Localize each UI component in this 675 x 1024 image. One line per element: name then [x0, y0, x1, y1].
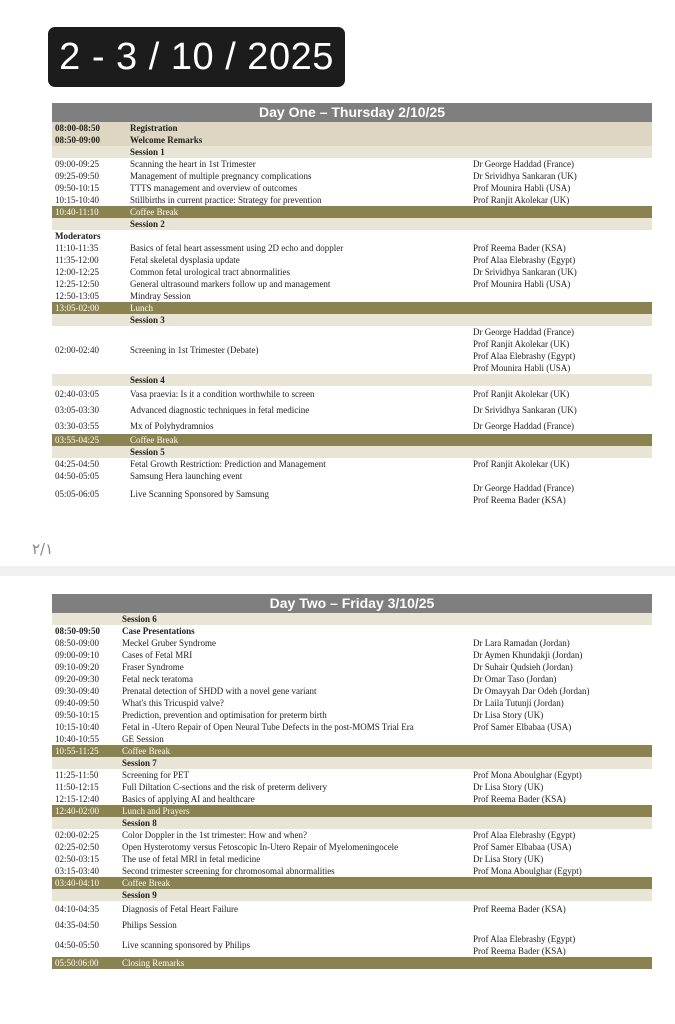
schedule-row — [52, 853, 652, 865]
event-title: Session 6 — [122, 614, 157, 624]
speakers — [473, 709, 543, 721]
event-title: Samsung Hera launching event — [130, 471, 243, 481]
schedule-row — [52, 482, 652, 506]
event-title: Color Doppler in the 1st trimester: How and when? — [122, 830, 307, 840]
schedule-row — [52, 817, 652, 829]
speaker-name: Prof Alaa Elebrashy (Egypt) — [473, 351, 576, 361]
schedule-row — [52, 302, 652, 314]
event-title: Second trimester screening for chromosomal abnormalities — [122, 866, 335, 876]
schedule-row — [52, 901, 652, 917]
time-slot: 05:05-06:05 — [55, 489, 99, 499]
schedule-row — [52, 829, 652, 841]
event-title: Prenatal detection of SHDD with a novel gene variant — [122, 686, 317, 696]
schedule-row — [52, 290, 652, 302]
time-slot: 09:40-09:50 — [55, 698, 99, 708]
event-title: Prediction, prevention and optimisation for preterm birth — [122, 710, 327, 720]
event-title: Open Hysterotomy versus Fetoscopic In-Utero Repair of Myelomeningocele — [122, 842, 399, 852]
speaker-name: Prof Mounira Habli (USA) — [473, 183, 571, 193]
time-slot: 11:50-12:15 — [55, 782, 99, 792]
speaker-name: Dr Omar Taso (Jordan) — [473, 674, 557, 684]
event-title: TTTS management and overview of outcomes — [130, 183, 298, 193]
day-one-rows — [52, 122, 652, 506]
speakers — [473, 458, 569, 470]
schedule-row — [52, 769, 652, 781]
day-one-title: Day One – Thursday 2/10/25 — [52, 103, 652, 122]
speaker-name: Dr Srividhya Sankaran (UK) — [473, 405, 577, 415]
event-title: Lunch and Prayers — [122, 806, 190, 816]
event-title: Session 7 — [122, 758, 157, 768]
time-slot: 04:10-04:35 — [55, 904, 99, 914]
page-separator — [0, 566, 675, 576]
speakers — [473, 266, 577, 278]
schedule-row — [52, 242, 652, 254]
speakers — [473, 781, 543, 793]
time-slot: 02:25-02:50 — [55, 842, 99, 852]
speakers — [473, 685, 589, 697]
time-slot: 11:10-11:35 — [55, 243, 99, 253]
speakers — [473, 170, 577, 182]
schedule-row — [52, 781, 652, 793]
time-slot: 10:15-10:40 — [55, 195, 99, 205]
event-title: Diagnosis of Fetal Heart Failure — [122, 904, 238, 914]
event-title: GE Session — [122, 734, 164, 744]
time-slot: 04:35-04:50 — [55, 920, 99, 930]
event-title: Closing Remarks — [122, 958, 185, 968]
time-slot: 02:50-03:15 — [55, 854, 99, 864]
time-slot: 10:40-11:10 — [55, 207, 99, 217]
speaker-name: Prof Mounira Habli (USA) — [473, 279, 571, 289]
speakers — [473, 769, 582, 781]
speaker-name: Prof Alaa Elebrashy (Egypt) — [473, 830, 576, 840]
speaker-name: Prof Alaa Elebrashy (Egypt) — [473, 934, 576, 944]
event-title: Fetal neck teratoma — [122, 674, 193, 684]
schedule-page-1 — [0, 88, 675, 566]
schedule-row — [52, 446, 652, 458]
speaker-name: Prof Samer Elbabaa (USA) — [473, 842, 572, 852]
speaker-name: Prof Alaa Elebrashy (Egypt) — [473, 255, 576, 265]
time-slot: 09:50-10:15 — [55, 183, 99, 193]
speakers — [473, 697, 564, 709]
speaker-name: Prof Reema Bader (KSA) — [473, 794, 566, 804]
event-title: Coffee Break — [122, 878, 171, 888]
time-slot: 03:05-03:30 — [55, 405, 99, 415]
event-title: Meckel Gruber Syndrome — [122, 638, 216, 648]
speaker-name: Prof Samer Elbabaa (USA) — [473, 722, 572, 732]
schedule-row — [52, 613, 652, 625]
time-slot: 03:40-04:10 — [55, 878, 99, 888]
schedule-row — [52, 134, 652, 146]
schedule-row — [52, 386, 652, 402]
schedule-page-2 — [0, 576, 675, 1024]
event-title: Session 8 — [122, 818, 157, 828]
speakers — [473, 933, 575, 957]
speakers — [473, 158, 574, 170]
speakers — [473, 326, 575, 374]
day-one-schedule — [52, 103, 652, 506]
date-range-badge: 2 - 3 / 10 / 2025 — [48, 27, 345, 87]
schedule-row — [52, 266, 652, 278]
day-two-schedule — [52, 594, 652, 969]
day-two-title: Day Two – Friday 3/10/25 — [52, 594, 652, 613]
schedule-row — [52, 434, 652, 446]
schedule-row — [52, 697, 652, 709]
schedule-row — [52, 841, 652, 853]
time-slot: 05:50:06:00 — [55, 958, 99, 968]
event-title: Coffee Break — [130, 435, 179, 445]
event-title: Common fetal urological tract abnormalities — [130, 267, 290, 277]
time-slot: 09:00-09:25 — [55, 159, 99, 169]
speaker-name: Dr Aymen Khundakji (Jordan) — [473, 650, 583, 660]
speaker-name: Dr George Haddad (France) — [473, 421, 575, 431]
speakers — [473, 829, 575, 841]
speaker-name: Prof Reema Bader (KSA) — [473, 243, 566, 253]
event-title: Lunch — [130, 303, 153, 313]
time-slot: 02:00-02:40 — [55, 345, 99, 355]
schedule-row — [52, 374, 652, 386]
schedule-row — [52, 170, 652, 182]
speaker-name: Prof Reema Bader (KSA) — [473, 904, 566, 914]
schedule-row — [52, 146, 652, 158]
speaker-name: Prof Mounira Habli (USA) — [473, 363, 571, 373]
time-slot: 03:15-03:40 — [55, 866, 99, 876]
time-slot: 09:10-09:20 — [55, 662, 99, 672]
time-slot: 03:55-04:25 — [55, 435, 99, 445]
speakers — [473, 903, 566, 915]
schedule-row — [52, 218, 652, 230]
event-title: Mx of Polyhydramnios — [130, 421, 214, 431]
speakers — [473, 637, 570, 649]
time-slot: 03:30-03:55 — [55, 421, 99, 431]
event-title: Fetal in -Utero Repair of Open Neural Tube Defects in the post-MOMS Trial Era — [122, 722, 414, 732]
speakers — [473, 278, 570, 290]
speaker-name: Prof Mona Aboulghar (Egypt) — [473, 770, 582, 780]
speaker-name: Prof Ranjit Akolekar (UK) — [473, 195, 570, 205]
schedule-row — [52, 278, 652, 290]
speaker-name: Prof Ranjit Akolekar (UK) — [473, 459, 570, 469]
time-slot: 12:50-13:05 — [55, 291, 99, 301]
schedule-row — [52, 254, 652, 266]
event-title: Case Presentations — [122, 626, 195, 636]
event-title: Session 3 — [130, 315, 165, 325]
event-title: Cases of Fetal MRI — [122, 650, 193, 660]
time-slot: 10:55-11:25 — [55, 746, 99, 756]
speakers — [473, 865, 582, 877]
time-slot: 12:25-12:50 — [55, 279, 99, 289]
event-title: Session 5 — [130, 447, 165, 457]
time-slot: 02:40-03:05 — [55, 389, 99, 399]
speakers — [473, 420, 574, 432]
event-title: Mindray Session — [130, 291, 191, 301]
time-slot: 08:50-09:00 — [55, 638, 99, 648]
speakers — [473, 482, 574, 506]
speaker-name: Prof Ranjit Akolekar (UK) — [473, 389, 570, 399]
speaker-name: Dr George Haddad (France) — [473, 327, 575, 337]
event-title: Management of multiple pregnancy complications — [130, 171, 312, 181]
speaker-name: Dr Lisa Story (UK) — [473, 854, 544, 864]
event-title: Coffee Break — [130, 207, 179, 217]
schedule-row — [52, 757, 652, 769]
speakers — [473, 661, 573, 673]
schedule-row — [52, 230, 652, 242]
event-title: Philips Session — [122, 920, 177, 930]
event-title: Registration — [130, 123, 178, 133]
event-title: Screening in 1st Trimester (Debate) — [130, 345, 259, 355]
time-slot: 04:25-04:50 — [55, 459, 99, 469]
event-title: Basics of fetal heart assessment using 2D echo and doppler — [130, 243, 344, 253]
speakers — [473, 793, 566, 805]
speaker-name: Prof Ranjit Akolekar (UK) — [473, 339, 570, 349]
event-title: Fetal skeletal dysplasia update — [130, 255, 240, 265]
schedule-row — [52, 805, 652, 817]
schedule-row — [52, 182, 652, 194]
speakers — [473, 649, 582, 661]
time-slot: 02:00-02:25 — [55, 830, 99, 840]
schedule-row — [52, 158, 652, 170]
schedule-row — [52, 458, 652, 470]
speakers — [473, 673, 556, 685]
schedule-row — [52, 418, 652, 434]
schedule-row — [52, 933, 652, 957]
speaker-name: Dr Srividhya Sankaran (UK) — [473, 267, 577, 277]
speaker-name: Dr Laila Tutunji (Jordan) — [473, 698, 564, 708]
speaker-name: Dr Srividhya Sankaran (UK) — [473, 171, 577, 181]
schedule-row — [52, 625, 652, 637]
page-number: ٢/١ — [32, 540, 54, 558]
schedule-row — [52, 889, 652, 901]
event-title: Stillbirths in current practice: Strategy for prevention — [130, 195, 322, 205]
time-slot: 12:00-12:25 — [55, 267, 99, 277]
time-slot: 12:40-02:00 — [55, 806, 99, 816]
time-slot: 08:50-09:00 — [55, 135, 100, 145]
time-slot: 08:00-08:50 — [55, 123, 100, 133]
speaker-name: Dr Lisa Story (UK) — [473, 710, 544, 720]
event-title: What's this Tricuspid valve? — [122, 698, 224, 708]
schedule-row — [52, 957, 652, 969]
speakers — [473, 254, 575, 266]
event-title: Session 2 — [130, 219, 165, 229]
event-title: Basics of applying AI and healthcare — [122, 794, 255, 804]
schedule-row — [52, 877, 652, 889]
schedule-row — [52, 326, 652, 374]
schedule-row — [52, 470, 652, 482]
speaker-name: Dr George Haddad (France) — [473, 159, 575, 169]
time-slot: 09:50-10:15 — [55, 710, 99, 720]
event-title: Screening for PET — [122, 770, 189, 780]
event-title: Fetal Growth Restriction: Prediction and Management — [130, 459, 326, 469]
speakers — [473, 841, 571, 853]
time-slot: 10:40-10:55 — [55, 734, 99, 744]
schedule-row — [52, 721, 652, 733]
time-slot: 09:30-09:40 — [55, 686, 99, 696]
schedule-row — [52, 649, 652, 661]
time-slot: 09:00-09:10 — [55, 650, 99, 660]
time-slot: 11:25-11:50 — [55, 770, 99, 780]
schedule-row — [52, 194, 652, 206]
event-title: Live scanning sponsored by Philips — [122, 940, 250, 950]
event-title: Welcome Remarks — [130, 135, 203, 145]
speaker-name: Prof Reema Bader (KSA) — [473, 946, 566, 956]
time-slot: 08:50-09:50 — [55, 626, 100, 636]
time-slot: 13:05-02:00 — [55, 303, 99, 313]
event-title: Session 1 — [130, 147, 165, 157]
speaker-name: Prof Reema Bader (KSA) — [473, 495, 566, 505]
event-title: Fraser Syndrome — [122, 662, 184, 672]
speakers — [473, 721, 571, 733]
speakers — [473, 388, 569, 400]
schedule-row — [52, 793, 652, 805]
speaker-name: Prof Mona Aboulghar (Egypt) — [473, 866, 582, 876]
schedule-row — [52, 206, 652, 218]
event-title: General ultrasound markers follow up and management — [130, 279, 331, 289]
event-title: Scanning the heart in 1st Trimester — [130, 159, 256, 169]
speakers — [473, 853, 543, 865]
event-title: Live Scanning Sponsored by Samsung — [130, 489, 269, 499]
schedule-row — [52, 745, 652, 757]
speakers — [473, 182, 570, 194]
schedule-row — [52, 661, 652, 673]
event-title: Advanced diagnostic techniques in fetal medicine — [130, 405, 310, 415]
time-slot: 09:20-09:30 — [55, 674, 99, 684]
event-title: The use of fetal MRI in fetal medicine — [122, 854, 261, 864]
event-title: Vasa praevia: Is it a condition worthwhile to screen — [130, 389, 315, 399]
time-slot: 11:35-12:00 — [55, 255, 99, 265]
schedule-row — [52, 709, 652, 721]
speakers — [473, 242, 566, 254]
time-slot: 04:50-05:05 — [55, 471, 99, 481]
speakers — [473, 194, 569, 206]
speaker-name: Dr Lisa Story (UK) — [473, 782, 544, 792]
schedule-row — [52, 865, 652, 877]
schedule-row — [52, 685, 652, 697]
speaker-name: Dr Omayyah Dar Odeh (Jordan) — [473, 686, 590, 696]
event-title: Full Diltation C-sections and the risk of preterm delivery — [122, 782, 327, 792]
schedule-row — [52, 402, 652, 418]
speakers — [473, 404, 577, 416]
schedule-row — [52, 917, 652, 933]
event-title: Session 9 — [122, 890, 157, 900]
schedule-row — [52, 637, 652, 649]
day-two-rows — [52, 613, 652, 969]
time-slot: 09:25-09:50 — [55, 171, 99, 181]
speaker-name: Dr Suhair Qudsieh (Jordan) — [473, 662, 573, 672]
schedule-row — [52, 122, 652, 134]
speaker-name: Dr George Haddad (France) — [473, 483, 575, 493]
time-slot: 10:15-10:40 — [55, 722, 99, 732]
time-slot: Moderators — [55, 231, 101, 241]
event-title: Session 4 — [130, 375, 165, 385]
schedule-row — [52, 733, 652, 745]
time-slot: 04:50-05:50 — [55, 940, 99, 950]
schedule-row — [52, 314, 652, 326]
schedule-row — [52, 673, 652, 685]
time-slot: 12:15-12:40 — [55, 794, 99, 804]
speaker-name: Dr Lara Ramadan (Jordan) — [473, 638, 570, 648]
event-title: Coffee Break — [122, 746, 171, 756]
